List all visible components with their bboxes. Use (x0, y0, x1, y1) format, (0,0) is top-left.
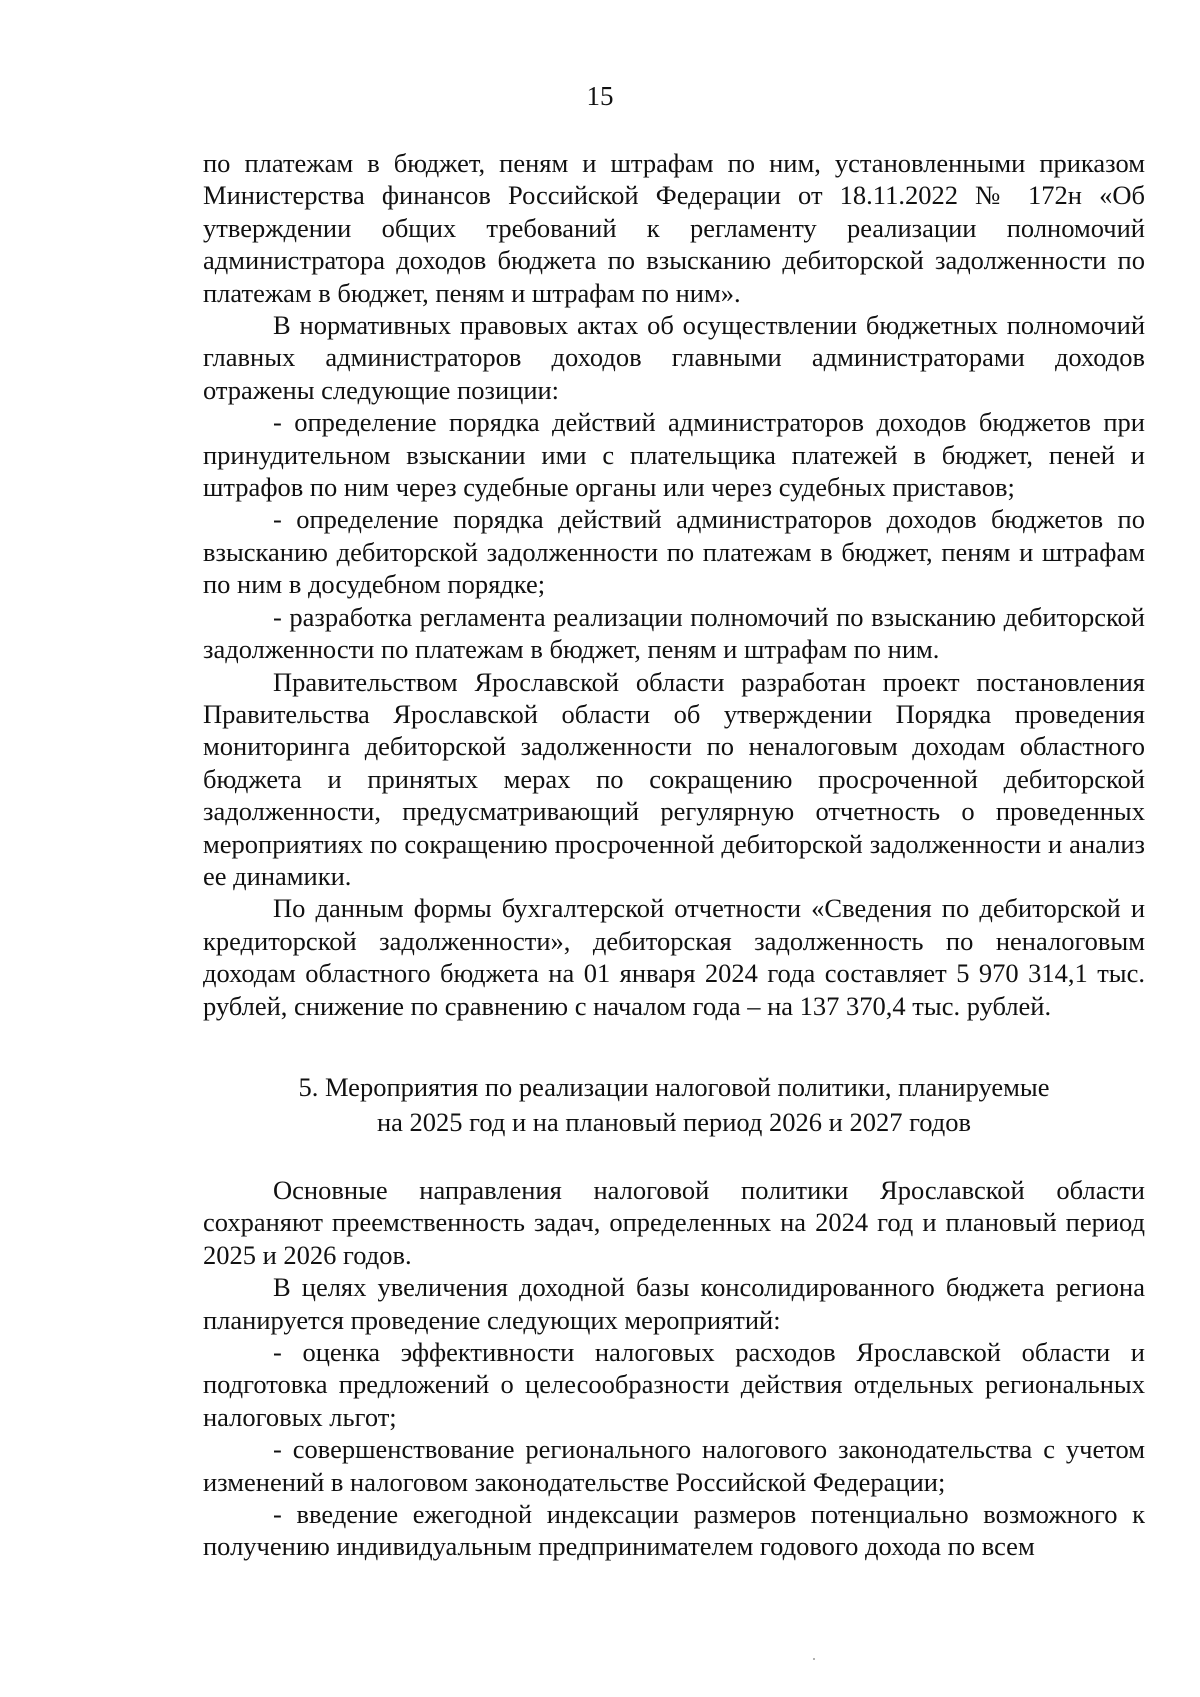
paragraph-government-project: Правительством Ярославской области разработан проект постановления Правительства Ярославской области об утверждении Порядка проведения мониторинга дебиторской задолженности по неналоговым доходам областного бюджета и принятых мерах по сокращению просроченной дебиторской задолженности, предусматривающий регулярную отчетность о проведенных мероприятиях по сокращению просроченной дебиторской задолженности и анализ ее динамики. (203, 666, 1145, 891)
list-item-pretrial-collection: - определение порядка действий администраторов доходов бюджетов по взысканию дебиторской задолженности по платежам в бюджет, пеням и штрафам по ним в досудебном порядке; (203, 504, 1145, 600)
list-item-forced-collection: - определение порядка действий администраторов доходов бюджетов при принудительном взыскании ими с плательщика платежей в бюджет, пеней и штрафов по ним через судебные органы или через судебных приставов; (203, 407, 1145, 503)
paragraph-normative-acts: В нормативных правовых актах об осуществлении бюджетных полномочий главных администраторов доходов главными администраторами доходов отражены следующие позиции: (203, 310, 1145, 405)
list-item-indexation: - введение ежегодной индексации размеров потенциально возможного к получению индивидуальным предпринимателем годового дохода по всем (203, 1499, 1145, 1562)
spacer (203, 1022, 1145, 1070)
paragraph-measures-intro: В целях увеличения доходной базы консолидированного бюджета региона планируется проведение следующих мероприятий: (203, 1272, 1145, 1335)
section-heading-line1: 5. Мероприятия по реализации налоговой политики, планируемые (298, 1071, 1050, 1102)
page-number: 15 (586, 81, 614, 111)
spacer (203, 1140, 1145, 1174)
scan-speck (813, 1658, 815, 1660)
list-item-regulation: - разработка регламента реализации полномочий по взысканию дебиторской задолженности по платежам в бюджет, пеням и штрафам по ним. (203, 601, 1145, 665)
paragraph-tax-policy: Основные направления налоговой политики Ярославской области сохраняют преемственность задач, определенных на 2024 год и плановый период 2025 и 2026 годов. (203, 1174, 1145, 1270)
document-body (203, 147, 1145, 1563)
paragraph-continued: по платежам в бюджет, пеням и штрафам по ним, установленными приказом Министерства финансов Российской Федерации от 18.11.2022 № 172н «Об утверждении общих требований к регламенту реализации полномочий администратора доходов бюджета по взысканию дебиторской задолженности по платежам в бюджет, пеням и штрафам по ним». (203, 148, 1145, 308)
paragraph-reporting-data: По данным формы бухгалтерской отчетности «Сведения по дебиторской и кредиторской задолженности», дебиторская задолженность по неналоговым доходам областного бюджета на 01 января 2024 года составляет 5 970 314,1 тыс. рублей, снижение по сравнению с началом года – на 137 370,4 тыс. рублей. (203, 893, 1145, 1021)
section-heading-line2: на 2025 год и на плановый период 2026 и 2027 годов (376, 1106, 972, 1137)
list-item-legislation: - совершенствование регионального налогового законодательства с учетом изменений в налоговом законодательстве Российской Федерации; (203, 1434, 1145, 1497)
list-item-tax-expenditure: - оценка эффективности налоговых расходов Ярославской области и подготовка предложений о целесообразности действия отдельных региональных налоговых льгот; (203, 1337, 1145, 1432)
